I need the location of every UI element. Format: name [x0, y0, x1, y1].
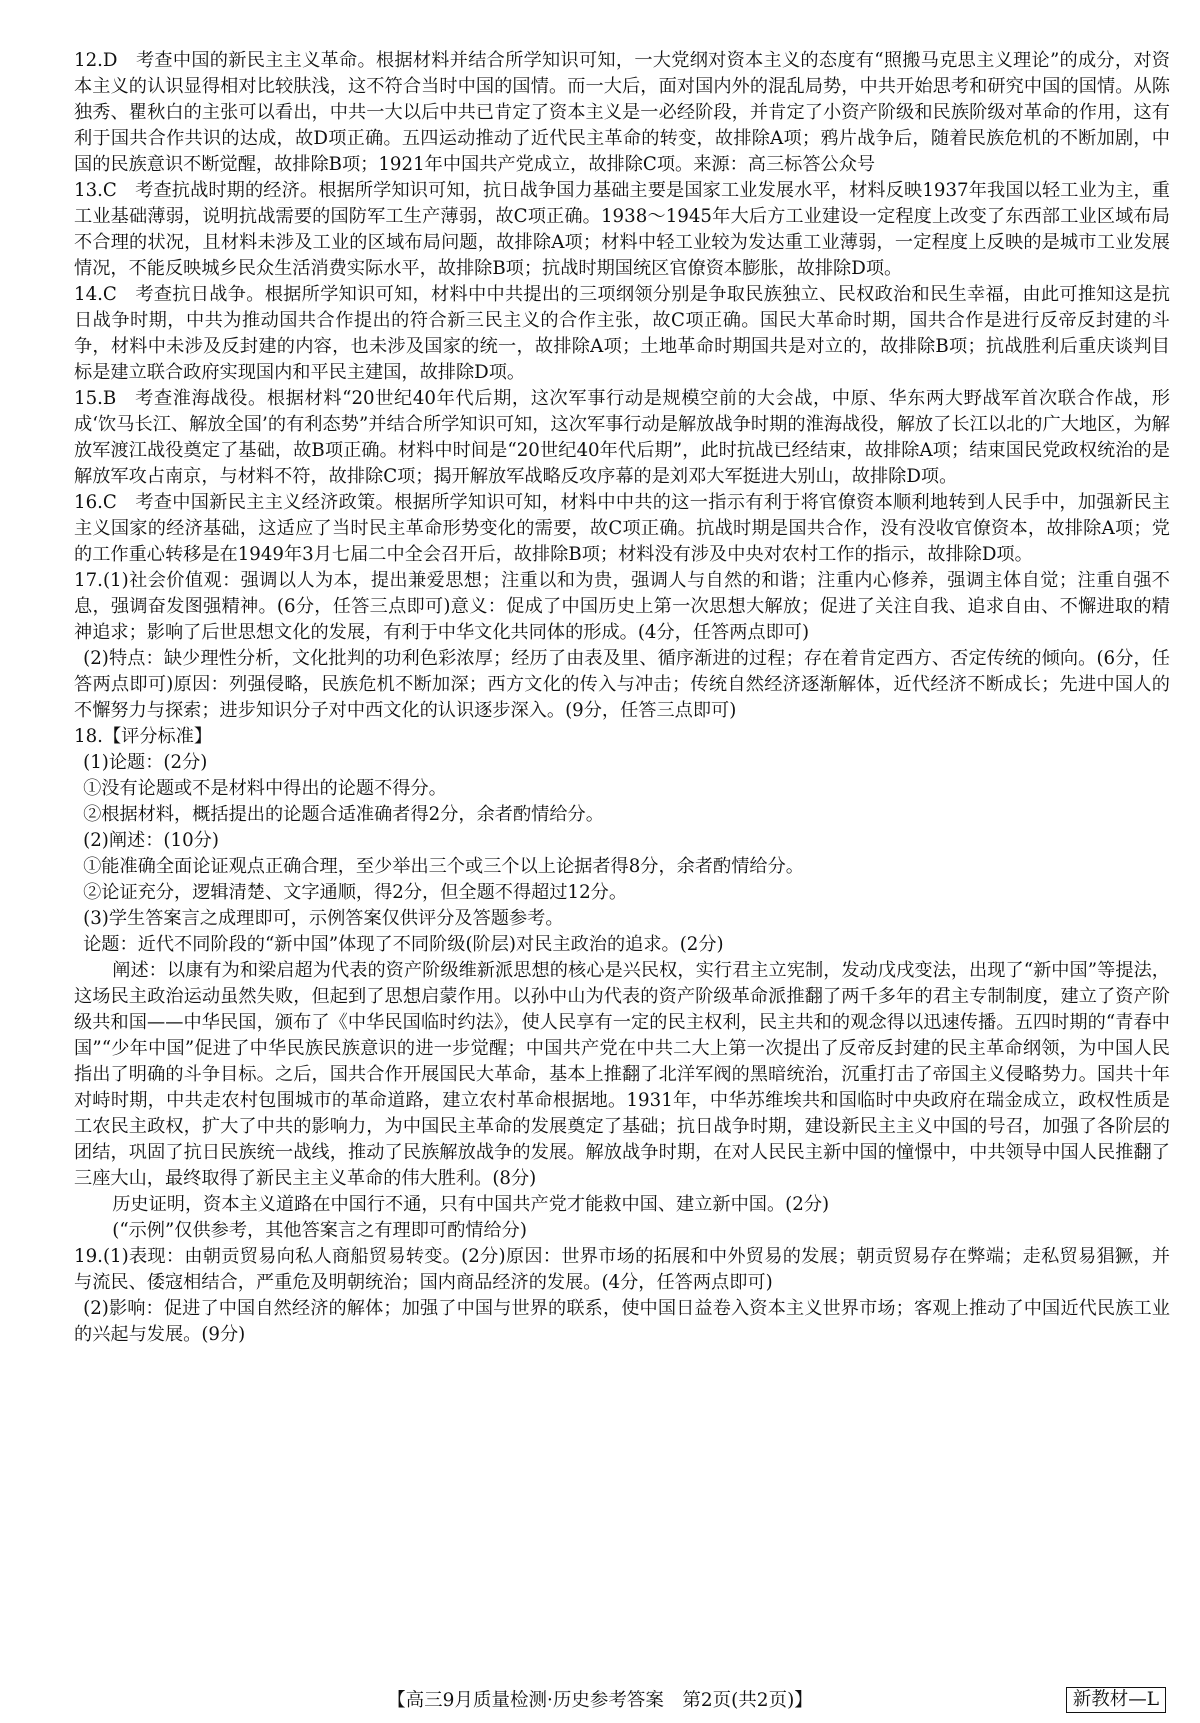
answer-15-number: 15.B: [74, 388, 117, 409]
answer-17-part2: [74, 646, 1170, 724]
answer-item-12: [74, 48, 1170, 178]
sample-note: (“示例”仅供参考，其他答案言之有理即可酌情给分): [112, 1220, 527, 1241]
answer-19-part2-text: (2)影响：促进了中国自然经济的解体；加强了中国与世界的联系，使中国日益卷入资本主义世界市场；客观上推动了中国近代民族工业的兴起与发展。(9分): [74, 1298, 1170, 1345]
criteria-line-3-text: ②根据材料，概括提出的论题合适准确者得2分，余者酌情给分。: [83, 804, 604, 825]
answer-18-heading-line: [74, 724, 1170, 750]
sample-essay: 阐述：以康有为和梁启超为代表的资产阶级维新派思想的核心是兴民权，实行君主立宪制，发动戊戌变法，出现了“新中国”等提法，这场民主政治运动虽然失败，但起到了思想启蒙作用。以孙中山为代表的资产阶级革命派推翻了两千多年的君主专制制度，建立了资产阶级共和国——中华民国，颁布了《中华民国临时约法》，使人民享有一定的民主权利，民主共和的观念得以迅速传播。五四时期的“青春中国”“少年中国”促进了中华民族民族意识的进一步觉醒；中国共产党在中共二大上第一次提出了反帝反封建的民主革命纲领，为中国人民指出了明确的斗争目标。之后，国共合作开展国民大革命，基本上推翻了北洋军阀的黑暗统治，沉重打击了帝国主义侵略势力。国共十年对峙时期，中共走农村包围城市的革命道路，建立农村革命根据地。1931年，中华苏维埃共和国临时中央政府在瑞金成立，政权性质是工农民主政权，扩大了中共的影响力，为中国民主革命的发展奠定了基础；抗日战争时期，建设新民主主义中国的号召，加强了各阶层的团结，巩固了抗日民族统一战线，推动了民族解放战争的发展。解放战争时期，在对人民民主新中国的憧憬中，中共领导中国人民推翻了三座大山，最终取得了新民主主义革命的伟大胜利。(8分): [74, 960, 1170, 1189]
answer-15-text: [74, 386, 1170, 490]
criteria-line-5-text: ①能准确全面论证观点正确合理，至少举出三个或三个以上论据者得8分，余者酌情给分。: [83, 856, 804, 877]
criteria-line-2: [74, 776, 1170, 802]
answer-17-part1-text: (1)社会价值观：强调以人为本，提出兼爱思想；注重以和为贵，强调人与自然的和谐；注重内心修养，强调主体自觉；注重自强不息，强调奋发图强精神。(6分，任答三点即可)意义：促成了中国历史上第一次思想大解放；促进了关注自我、追求自由、不懈进取的精神追求；影响了后世思想文化的发展，有利于中华文化共同体的形成。(4分，任答两点即可): [74, 570, 1170, 643]
answer-14-body: 考查抗日战争。根据所学知识可知，材料中中共提出的三项纲领分别是争取民族独立、民权政治和民生幸福，由此可推知这是抗日战争时期，中共为推动国共合作提出的符合新三民主义的合作主张，故C项正确。国民大革命时期，国共合作是进行反帝反封建的斗争，材料中未涉及反封建的内容，也未涉及国家的统一，故排除A项；土地革命时期国共是对立的，故排除B项；抗战胜利后重庆谈判目标是建立联合政府实现国内和平民主建国，故排除D项。: [74, 284, 1170, 383]
answer-item-17: [74, 568, 1170, 724]
answer-item-18: [74, 724, 1170, 1244]
answer-item-16: [74, 490, 1170, 568]
answer-item-15: [74, 386, 1170, 490]
thesis-line-text: 论题：近代不同阶段的“新中国”体现了不同阶级(阶层)对民主政治的追求。(2分): [83, 934, 724, 955]
answer-item-13: [74, 178, 1170, 282]
edition-tag: 新教材—L: [1066, 1687, 1166, 1713]
answer-page: [74, 48, 1170, 1348]
criteria-line-6: [74, 880, 1170, 906]
answer-17-part2-text: (2)特点：缺少理性分析，文化批判的功利色彩浓厚；经历了由表及里、循序渐进的过程；存在着肯定西方、否定传统的倾向。(6分，任答两点即可)原因：列强侵略，民族危机不断加深；西方文化的传入与冲击；传统自然经济逐渐解体，近代经济不断成长；先进中国人的不懈努力与探索；进步知识分子对中西文化的认识逐步深入。(9分，任答三点即可): [74, 648, 1170, 721]
answer-16-text: [74, 490, 1170, 568]
answer-12-body: 考查中国的新民主主义革命。根据材料并结合所学知识可知，一大党纲对资本主义的态度有“照搬马克思主义理论”的成分，对资本主义的认识显得相对比较肤浅，这不符合当时中国的国情。而一大后，面对国内外的混乱局势，中共开始思考和研究中国的国情。从陈独秀、瞿秋白的主张可以看出，中共一大以后中共已肯定了资本主义是一必经阶段，并肯定了小资产阶级和民族阶级对革命的作用，这有利于国共合作共识的达成，故D项正确。五四运动推动了近代民主革命的转变，故排除A项；鸦片战争后，随着民族危机的不断加剧，中国的民族意识不断觉醒，故排除B项；1921年中国共产党成立，故排除C项。来源：高三标答公众号: [74, 50, 1170, 175]
criteria-line-1: [74, 750, 1170, 776]
answer-14-number: 14.C: [74, 284, 117, 305]
answer-item-14: [74, 282, 1170, 386]
answer-19-number: 19.: [74, 1246, 103, 1267]
criteria-line-4: [74, 828, 1170, 854]
footer-title: 【高三9月质量检测·历史参考答案 第2页(共2页)】: [387, 1690, 813, 1711]
criteria-line-8: [74, 932, 1170, 958]
answer-item-19: [74, 1244, 1170, 1348]
answer-17-number: 17.: [74, 570, 103, 591]
answer-17-part1: [74, 568, 1170, 646]
criteria-line-6-text: ②论证充分，逻辑清楚、文字通顺，得2分，但全题不得超过12分。: [83, 882, 628, 903]
answer-16-number: 16.C: [74, 492, 117, 513]
criteria-line-2-text: ①没有论题或不是材料中得出的论题不得分。: [83, 778, 447, 799]
page-footer: [0, 1688, 1200, 1718]
criteria-line-7-text: (3)学生答案言之成理即可，示例答案仅供评分及答题参考。: [83, 908, 564, 929]
answer-15-body: 考查淮海战役。根据材料“20世纪40年代后期，这次军事行动是规模空前的大会战，中原、华东两大野战军首次联合作战，形成‘饮马长江、解放全国’的有利态势”并结合所学知识可知，这次军事行动是解放战争时期的淮海战役，解放了长江以北的广大地区，为解放军渡江战役奠定了基础，故B项正确。材料中时间是“20世纪40年代后期”，此时抗战已经结束，故排除A项；结束国民党政权统治的是解放军攻占南京，与材料不符，故排除C项；揭开解放军战略反攻序幕的是刘邓大军挺进大别山，故排除D项。: [74, 388, 1170, 487]
answer-12-text: [74, 48, 1170, 178]
answer-16-body: 考查中国新民主主义经济政策。根据所学知识可知，材料中中共的这一指示有利于将官僚资本顺利地转到人民手中，加强新民主主义国家的经济基础，这适应了当时民主革命形势变化的需要，故C项正确。抗战时期是国共合作，没有没收官僚资本，故排除A项；党的工作重心转移是在1949年3月七届二中全会召开后，故排除B项；材料没有涉及中央对农村工作的指示，故排除D项。: [74, 492, 1170, 565]
answer-18-number: 18.: [74, 726, 103, 747]
criteria-line-3: [74, 802, 1170, 828]
answer-19-part1-text: (1)表现：由朝贡贸易向私人商船贸易转变。(2分)原因：世界市场的拓展和中外贸易的发展；朝贡贸易存在弊端；走私贸易猖獗，并与流民、倭寇相结合，严重危及明朝统治；国内商品经济的发展。(4分，任答两点即可): [74, 1246, 1170, 1293]
answer-14-text: [74, 282, 1170, 386]
criteria-line-7: [74, 906, 1170, 932]
answer-13-number: 13.C: [74, 180, 117, 201]
answer-13-text: [74, 178, 1170, 282]
answer-19-part2: [74, 1296, 1170, 1348]
scoring-criteria-heading: 【评分标准】: [102, 726, 213, 747]
criteria-line-1-text: (1)论题：(2分): [83, 752, 208, 773]
criteria-line-4-text: (2)阐述：(10分): [83, 830, 219, 851]
sample-conclusion: 历史证明，资本主义道路在中国行不通，只有中国共产党才能救中国、建立新中国。(2分): [112, 1194, 830, 1215]
answer-13-body: 考查抗战时期的经济。根据所学知识可知，抗日战争国力基础主要是国家工业发展水平，材料反映1937年我国以轻工业为主，重工业基础薄弱，说明抗战需要的国防军工生产薄弱，故C项正确。1938～1945年大后方工业建设一定程度上改变了东西部工业区域布局不合理的状况，且材料未涉及工业的区域布局问题，故排除A项；材料中轻工业较为发达重工业薄弱，一定程度上反映的是城市工业发展情况，不能反映城乡民众生活消费实际水平，故排除B项；抗战时期国统区官僚资本膨胀，故排除D项。: [74, 180, 1170, 279]
criteria-line-5: [74, 854, 1170, 880]
answer-12-number: 12.D: [74, 50, 118, 71]
answer-19-part1: [74, 1244, 1170, 1296]
